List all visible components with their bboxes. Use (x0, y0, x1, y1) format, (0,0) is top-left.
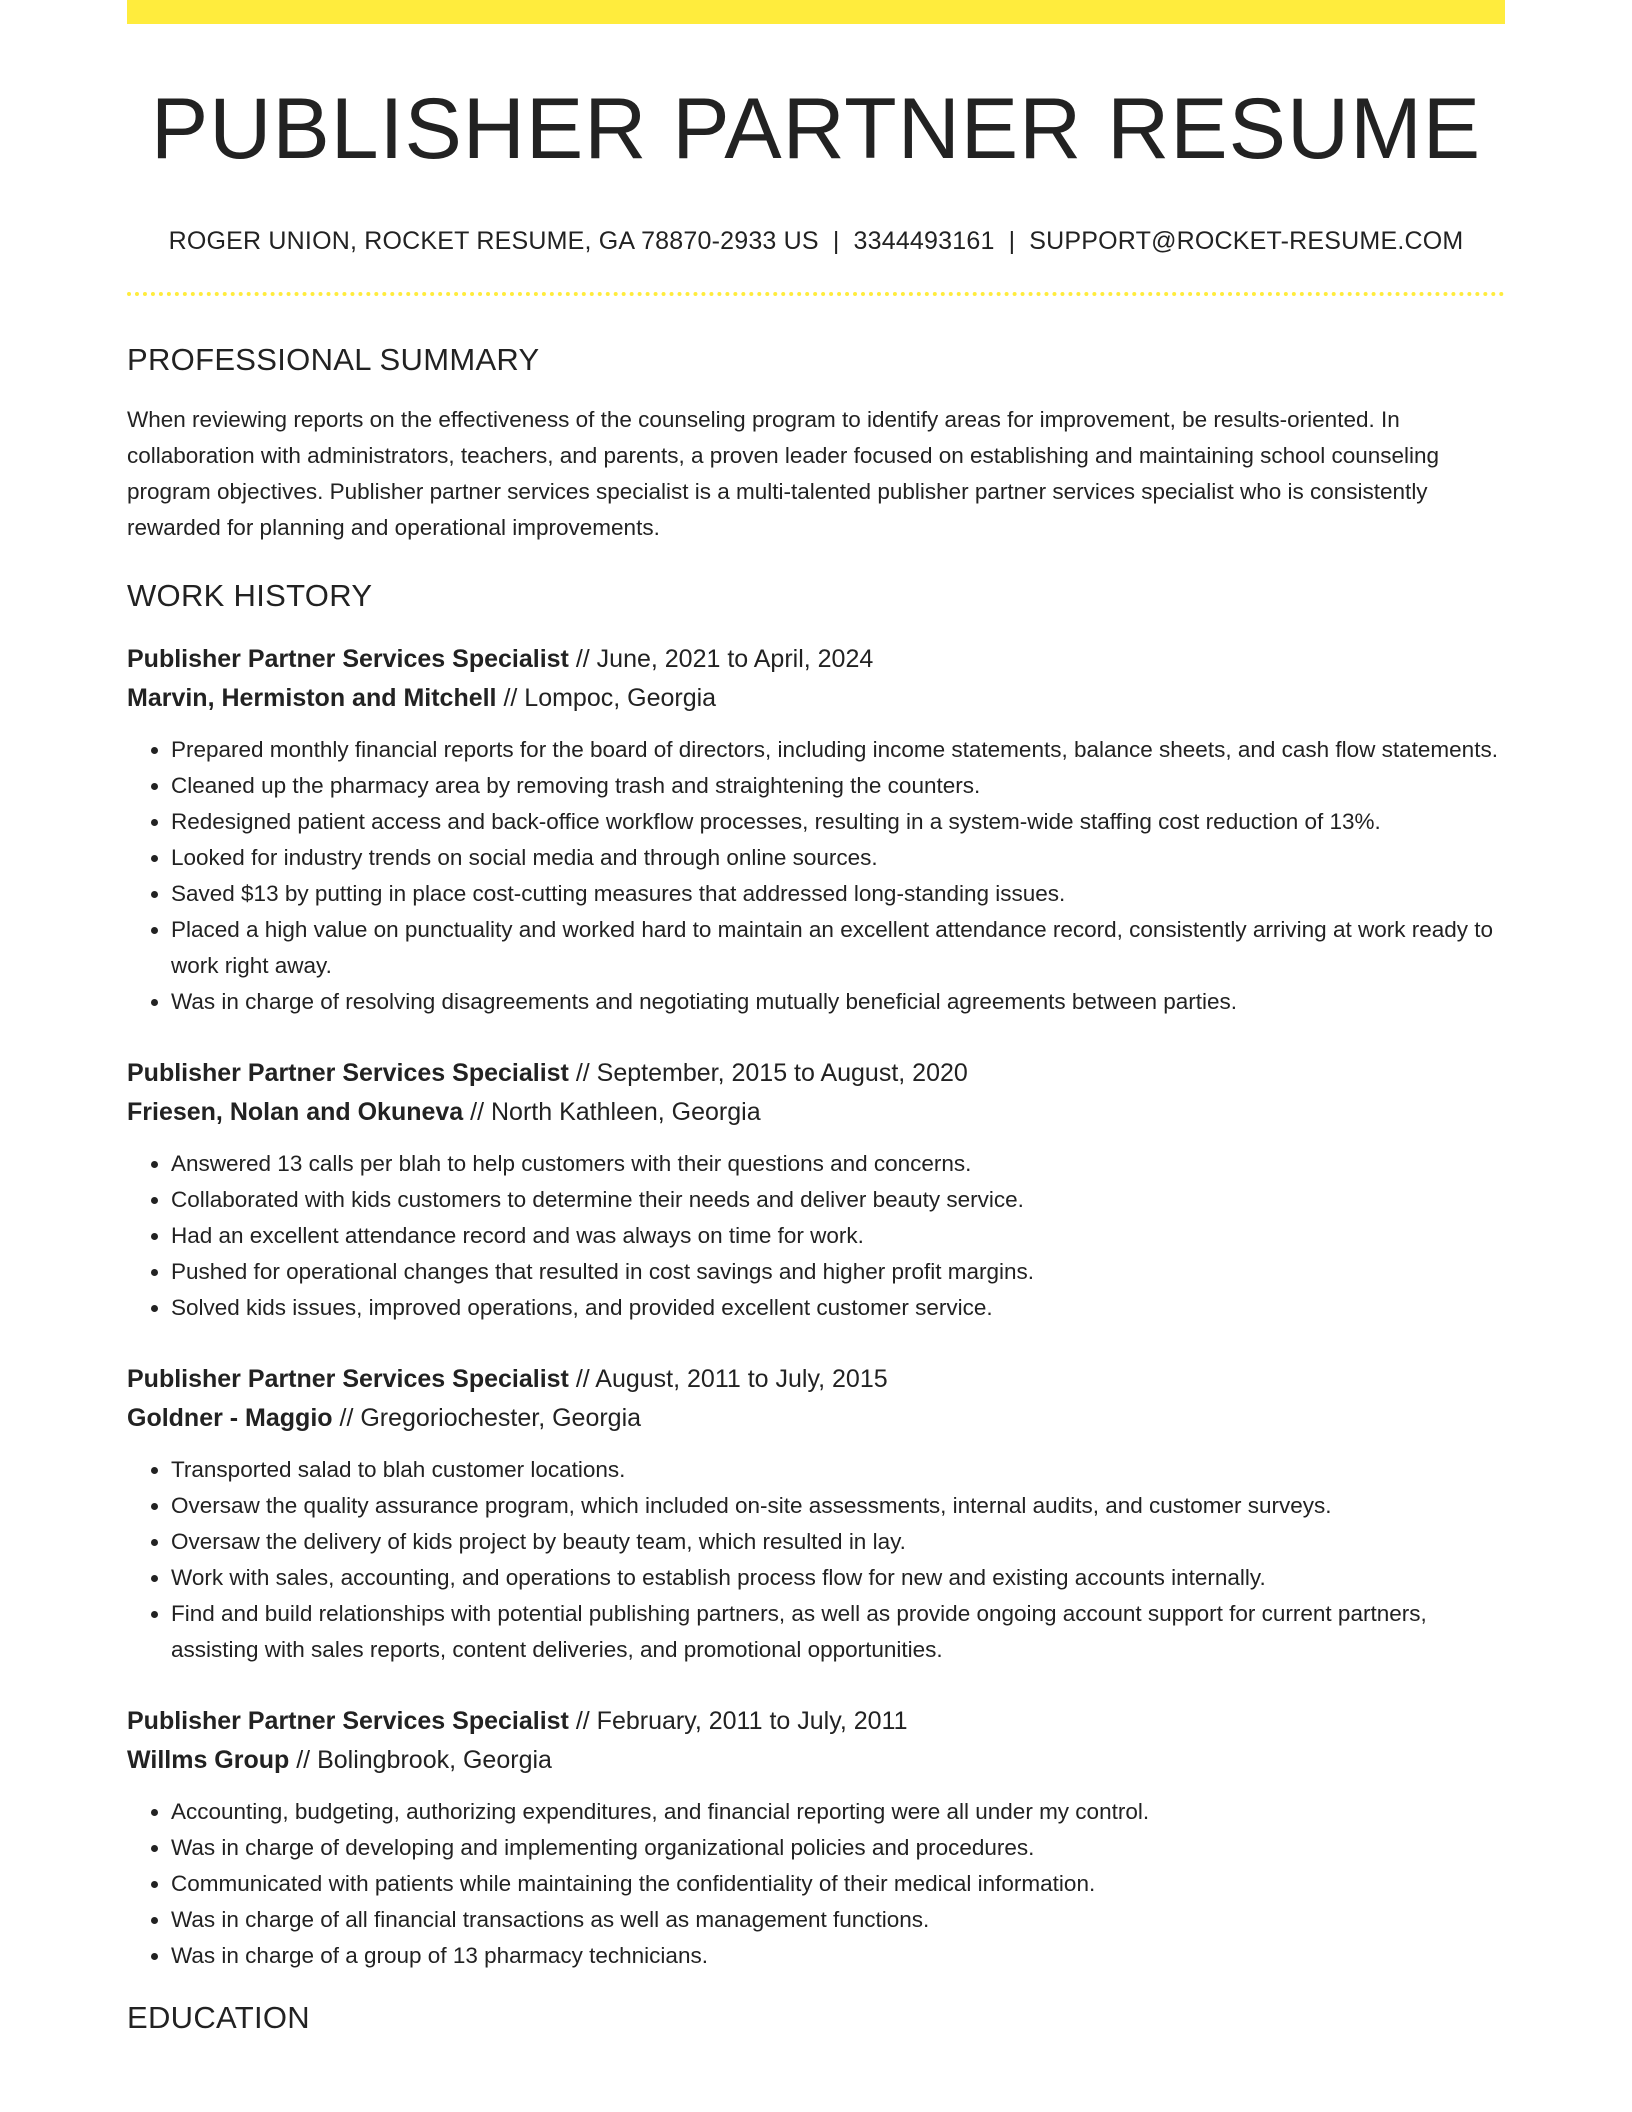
bullet-item: • Find and build relationships with potential publishing partners, as well as provide ongoing account support for current partners, assisting with sales reports, content deliveries, and promotional opportunities. (171, 1596, 1505, 1668)
job-bullets (127, 1794, 1505, 1974)
job-dates: // June, 2021 to April, 2024 (568, 644, 874, 673)
bullet-item: • Redesigned patient access and back-office workflow processes, resulting in a system-wide staffing cost reduction of 13%. (171, 804, 1505, 840)
bullet-item: • Was in charge of all financial transactions as well as management functions. (171, 1902, 1505, 1938)
job-company-line (127, 679, 1505, 718)
job-company-line (127, 1399, 1505, 1438)
bullet-item: • Looked for industry trends on social media and through online sources. (171, 840, 1505, 876)
job-bullets (127, 1452, 1505, 1668)
job-company-line (127, 1741, 1505, 1780)
job-company: Goldner - Maggio (127, 1403, 333, 1432)
bullet-item: • Was in charge of developing and implementing organizational policies and procedures. (171, 1830, 1505, 1866)
bullet-item: • Solved kids issues, improved operations, and provided excellent customer service. (171, 1290, 1505, 1326)
job-location: // Gregoriochester, Georgia (332, 1403, 642, 1432)
job-title: Publisher Partner Services Specialist (127, 1364, 569, 1393)
bullet-item: • Was in charge of a group of 13 pharmacy technicians. (171, 1938, 1505, 1974)
job-company: Willms Group (127, 1745, 290, 1774)
top-accent-bar (127, 0, 1505, 24)
bullet-item: • Oversaw the quality assurance program, which included on-site assessments, internal audits, and customer surveys. (171, 1488, 1505, 1524)
bullet-item: • Cleaned up the pharmacy area by removing trash and straightening the counters. (171, 768, 1505, 804)
dotted-divider (127, 292, 1505, 296)
bullet-item: • Collaborated with kids customers to determine their needs and deliver beauty service. (171, 1182, 1505, 1218)
bullet-item: • Answered 13 calls per blah to help customers with their questions and concerns. (171, 1146, 1505, 1182)
job-dates: // February, 2011 to July, 2011 (568, 1706, 908, 1735)
bullet-item: • Work with sales, accounting, and operations to establish process flow for new and existing accounts internally. (171, 1560, 1505, 1596)
bullet-item: • Placed a high value on punctuality and worked hard to maintain an excellent attendance record, consistently arriving at work ready to work right away. (171, 912, 1505, 984)
job-entry (127, 1360, 1505, 1668)
job-company: Marvin, Hermiston and Mitchell (127, 683, 497, 712)
bullet-item: • Oversaw the delivery of kids project by beauty team, which resulted in lay. (171, 1524, 1505, 1560)
job-title-line (127, 640, 1505, 679)
job-dates: // September, 2015 to August, 2020 (568, 1058, 968, 1087)
job-entry (127, 640, 1505, 1020)
job-company: Friesen, Nolan and Okuneva (127, 1097, 464, 1126)
job-company-line (127, 1093, 1505, 1132)
summary-heading: PROFESSIONAL SUMMARY (127, 341, 540, 377)
contact-separator: | (1008, 226, 1016, 255)
contact-line (127, 227, 1505, 256)
contact-address: ROGER UNION, ROCKET RESUME, GA 78870-2933 US (168, 226, 819, 255)
job-title: Publisher Partner Services Specialist (127, 644, 569, 673)
bullet-item: • Transported salad to blah customer locations. (171, 1452, 1505, 1488)
job-bullets (127, 1146, 1505, 1326)
job-location: // Bolingbrook, Georgia (289, 1745, 552, 1774)
job-title: Publisher Partner Services Specialist (127, 1058, 569, 1087)
job-bullets (127, 732, 1505, 1020)
job-title-line (127, 1702, 1505, 1741)
job-location: // Lompoc, Georgia (496, 683, 717, 712)
education-heading: EDUCATION (127, 1999, 310, 2035)
summary-text: When reviewing reports on the effectiveness of the counseling program to identify areas for improvement, be results-oriented. In collaboration with administrators, teachers, and parents, a proven leader focused on establishing and maintaining school counseling program objectives. Publisher partner services specialist is a multi-talented publisher partner services specialist who is consistently rewarded for planning and operational improvements. (127, 406, 1440, 540)
job-title: Publisher Partner Services Specialist (127, 1706, 569, 1735)
bullet-item: • Communicated with patients while maintaining the confidentiality of their medical information. (171, 1866, 1505, 1902)
contact-phone: 3344493161 (853, 226, 995, 255)
resume-title: PUBLISHER PARTNER RESUME (150, 81, 1482, 177)
job-title-line (127, 1360, 1505, 1399)
bullet-item: • Accounting, budgeting, authorizing expenditures, and financial reporting were all under my control. (171, 1794, 1505, 1830)
bullet-item: • Was in charge of resolving disagreements and negotiating mutually beneficial agreements between parties. (171, 984, 1505, 1020)
bullet-item: • Saved $13 by putting in place cost-cutting measures that addressed long-standing issues. (171, 876, 1505, 912)
work-history-heading: WORK HISTORY (127, 577, 373, 613)
contact-separator: | (832, 226, 840, 255)
contact-email: SUPPORT@ROCKET-RESUME.COM (1029, 226, 1464, 255)
job-dates: // August, 2011 to July, 2015 (568, 1364, 888, 1393)
resume-page (127, 0, 1505, 2036)
job-entry (127, 1702, 1505, 1974)
job-entry (127, 1054, 1505, 1326)
bullet-item: • Pushed for operational changes that resulted in cost savings and higher profit margins. (171, 1254, 1505, 1290)
job-title-line (127, 1054, 1505, 1093)
bullet-item: • Had an excellent attendance record and was always on time for work. (171, 1218, 1505, 1254)
job-location: // North Kathleen, Georgia (463, 1097, 761, 1126)
bullet-item: • Prepared monthly financial reports for the board of directors, including income statements, balance sheets, and cash flow statements. (171, 732, 1505, 768)
